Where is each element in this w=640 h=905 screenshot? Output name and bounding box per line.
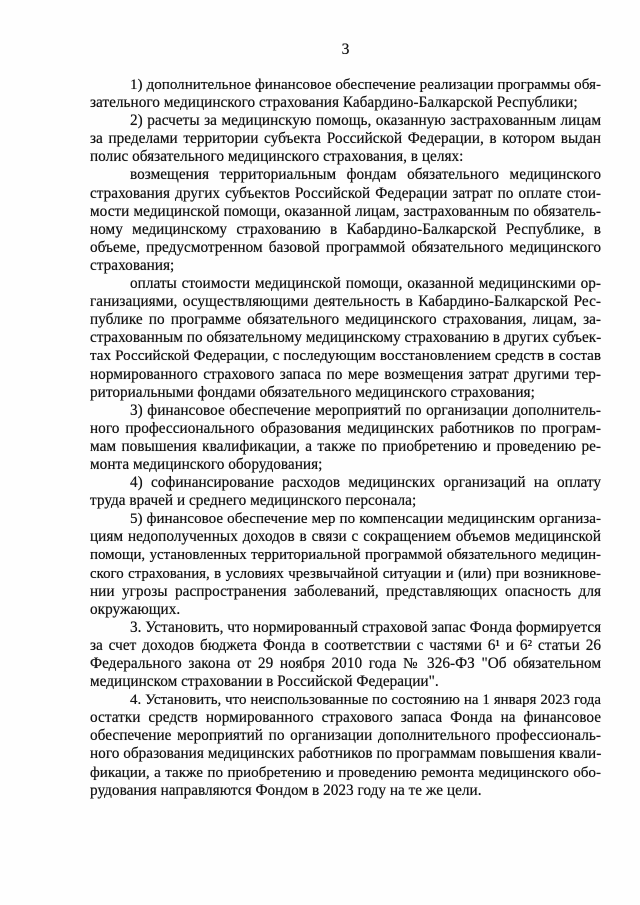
text-line: нормированного страхового запаса по мере возмещения затрат другими тер- bbox=[90, 365, 601, 383]
text-line: монта медицинского оборудования; bbox=[90, 455, 323, 473]
text-line: окружающих. bbox=[90, 600, 181, 618]
text-line: нии угрозы распространения заболеваний, представляющих опасность для bbox=[90, 582, 601, 600]
text-line: 3. Установить, что нормированный страховой запас Фонда формируется bbox=[130, 618, 602, 636]
paragraph bbox=[90, 166, 601, 275]
text-line: страхованным по обязательному медицинскому страхованию в других субъек- bbox=[90, 329, 602, 347]
text-line: остатки средств нормированного страхового запаса Фонда на финансовое bbox=[90, 709, 601, 727]
text-line: 1) дополнительное финансовое обеспечение реализации программы обя- bbox=[130, 77, 601, 93]
page-number: 3 bbox=[341, 41, 350, 58]
text-line: ного образования медицинских работников по программам повышения квали- bbox=[90, 745, 602, 763]
paragraph bbox=[90, 474, 601, 510]
text-line: полис обязательного медицинского страхования, в целях: bbox=[90, 148, 464, 166]
text-line: риториальными фондами обязательного медицинского страхования; bbox=[90, 383, 535, 401]
text-line: 3) финансовое обеспечение мероприятий по организации дополнитель- bbox=[130, 401, 601, 419]
text-line: 2) расчеты за медицинскую помощь, оказанную застрахованным лицам bbox=[130, 112, 601, 130]
text-line: за счет доходов бюджета Фонда в соответствии с частями 6¹ и 6² статьи 26 bbox=[90, 636, 601, 654]
text-line: публике по программе обязательного медицинского страхования, лицам, за- bbox=[90, 311, 601, 329]
text-line: мам повышения квалификации, а также по приобретению и проведению ре- bbox=[90, 437, 601, 455]
paragraph bbox=[90, 619, 601, 691]
text-line: ского страхования, в условиях чрезвычайной ситуации и (или) при возникнове- bbox=[90, 565, 601, 582]
text-line: 4. Установить, что неиспользованные по состоянию на 1 января 2023 года bbox=[130, 692, 601, 709]
text-line: объеме, предусмотренном базовой программой обязательного медицинского bbox=[90, 238, 601, 256]
text-line: страхования других субъектов Российской Федерации затрат по оплате стои- bbox=[90, 184, 601, 202]
text-line: мости медицинской помощи, оказанной лицам, застрахованным по обязатель- bbox=[90, 202, 601, 220]
text-line: страхования; bbox=[90, 256, 175, 274]
text-line: труда врачей и среднего медицинского персонала; bbox=[90, 492, 417, 510]
text-line: ному медицинскому страхованию в Кабардино-Балкарской Республике, в bbox=[90, 220, 601, 238]
text-line: оплаты стоимости медицинской помощи, оказанной медицинскими ор- bbox=[130, 275, 601, 293]
text-line: 5) финансовое обеспечение мер по компенсации медицинским организа- bbox=[130, 511, 601, 528]
text-line: медицинском страховании в Российской Федерации". bbox=[90, 673, 439, 691]
paragraph bbox=[90, 691, 601, 800]
text-line: зательного медицинского страхования Кабардино-Балкарской Республики; bbox=[90, 94, 578, 112]
text-line: тах Российской Федерации, с последующим восстановлением средств в состав bbox=[90, 348, 601, 365]
text-line: ного профессионального образования медицинских работников по програм- bbox=[90, 419, 601, 437]
paragraph bbox=[90, 275, 601, 402]
paragraph bbox=[90, 510, 601, 619]
paragraph bbox=[90, 76, 601, 112]
text-line: за пределами территории субъекта Российской Федерации, в котором выдан bbox=[90, 130, 601, 148]
text-line: ганизациями, осуществляющими деятельность в Кабардино-Балкарской Рес- bbox=[90, 293, 601, 311]
text-line: 4) софинансирование расходов медицинских организаций на оплату bbox=[130, 474, 601, 492]
text-line: обеспечение мероприятий по организации дополнительного профессиональ- bbox=[90, 727, 601, 745]
text-line: фикации, а также по приобретению и проведению ремонта медицинского обо- bbox=[90, 764, 601, 781]
paragraph bbox=[90, 402, 601, 474]
text-line: циям недополученных доходов в связи с сокращением объемов медицинской bbox=[90, 528, 601, 546]
text-line: возмещения территориальным фондам обязательного медицинского bbox=[130, 166, 601, 184]
document-body bbox=[90, 76, 601, 800]
text-line: помощи, установленных территориальной программой обязательного медицин- bbox=[90, 547, 601, 564]
text-line: рудования направляются Фондом в 2023 году на те же цели. bbox=[90, 781, 482, 799]
paragraph bbox=[90, 112, 601, 166]
text-line: Федерального закона от 29 ноября 2010 года № 326-ФЗ "Об обязательном bbox=[90, 655, 601, 672]
